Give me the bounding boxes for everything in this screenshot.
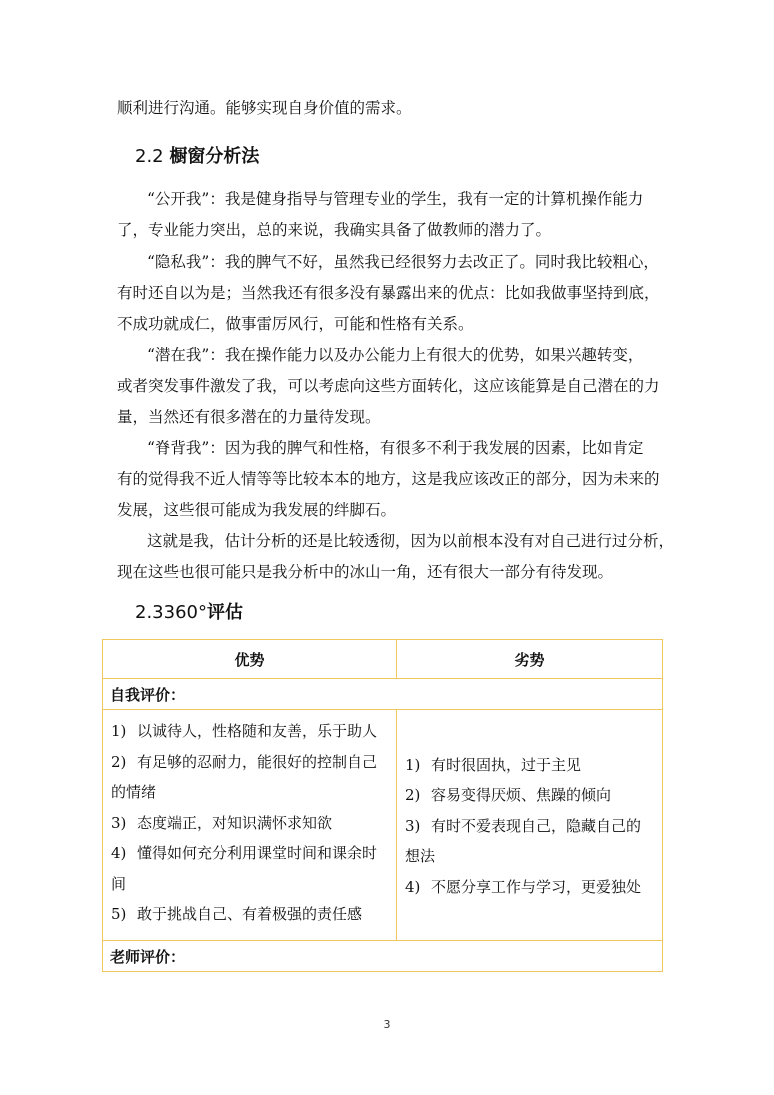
section-title: 评估	[206, 602, 243, 623]
disadvantage-header: 劣势	[397, 640, 663, 679]
paragraph-line: “隐私我”：我的脾气不好，虽然我已经很努力去改正了。同时我比较粗心，	[147, 253, 659, 271]
section-2-2-heading	[135, 146, 259, 168]
advantage-header: 优势	[103, 640, 397, 679]
teacher-eval-label: 老师评价：	[103, 941, 663, 972]
paragraph-line: “脊背我”：因为我的脾气和性格，有很多不利于我发展的因素，比如肯定	[147, 439, 644, 457]
intro-line: 顺利进行沟通。能够实现自身价值的需求。	[117, 99, 412, 117]
list-item: 4) 不愿分享工作与学习，更爱独处	[405, 877, 642, 896]
section-number: 2.2	[135, 146, 164, 167]
eval-content-row	[103, 710, 663, 941]
list-item: 5) 敢于挑战自己、有着极强的责任感	[111, 905, 363, 923]
list-item: 1) 以诚待人，性格随和友善，乐于助人	[111, 722, 378, 740]
section-number: 2.3360°	[135, 602, 207, 623]
paragraph-line: “公开我”：我是健身指导与管理专业的学生，我有一定的计算机操作能力	[147, 190, 644, 208]
paragraph-line: 不成功就成仁，做事雷厉风行，可能和性格有关系。	[117, 315, 474, 333]
paragraph-line: 有时还自以为是；当然我还有很多没有暴露出来的优点：比如我做事坚持到底，	[117, 284, 660, 302]
list-item: 1) 有时很固执，过于主见	[405, 755, 582, 774]
list-item: 3) 有时不爱表现自己，隐藏自己的想法	[405, 816, 642, 866]
list-item: 3) 态度端正，对知识满怀求知欲	[111, 813, 333, 832]
paragraph-line: 有的觉得我不近人情等等比较本本的地方，这是我应该改正的部分，因为未来的	[117, 470, 660, 488]
paragraph-line: 现在这些也很可能只是我分析中的冰山一角，还有很大一部分有待发现。	[117, 563, 614, 581]
section-title: 橱窗分析法	[169, 146, 260, 167]
paragraph-line: 量，当然还有很多潜在的力量待发现。	[117, 408, 381, 426]
list-item: 2) 有足够的忍耐力，能很好的控制自己的情绪	[111, 752, 378, 801]
list-item: 2) 容易变得厌烦、焦躁的倾向	[405, 786, 612, 805]
paragraph-line: “潜在我”：我在操作能力以及办公能力上有很大的优势，如果兴趣转变，	[147, 346, 644, 364]
list-item: 4) 懂得如何充分利用课堂时间和课余时间	[111, 844, 378, 893]
paragraph-line: 这就是我，估计分析的还是比较透彻，因为以前根本没有对自己进行过分析，	[147, 532, 675, 550]
paragraph-line: 发展，这些很可能成为我发展的绊脚石。	[117, 501, 397, 519]
table-header-row	[103, 640, 663, 679]
paragraph-line: 或者突发事件激发了我，可以考虑向这些方面转化，这应该能算是自己潜在的力	[117, 377, 660, 395]
teacher-eval-row	[103, 941, 663, 972]
disadvantages-cell	[397, 710, 663, 941]
evaluation-table	[102, 639, 663, 972]
self-eval-label: 自我评价：	[103, 679, 663, 710]
section-2-3-heading	[135, 602, 243, 624]
page-number: 3	[383, 1018, 391, 1031]
self-eval-row	[103, 679, 663, 710]
paragraph-line: 了，专业能力突出，总的来说，我确实具备了做教师的潜力了。	[117, 221, 552, 239]
advantages-cell	[103, 710, 397, 941]
